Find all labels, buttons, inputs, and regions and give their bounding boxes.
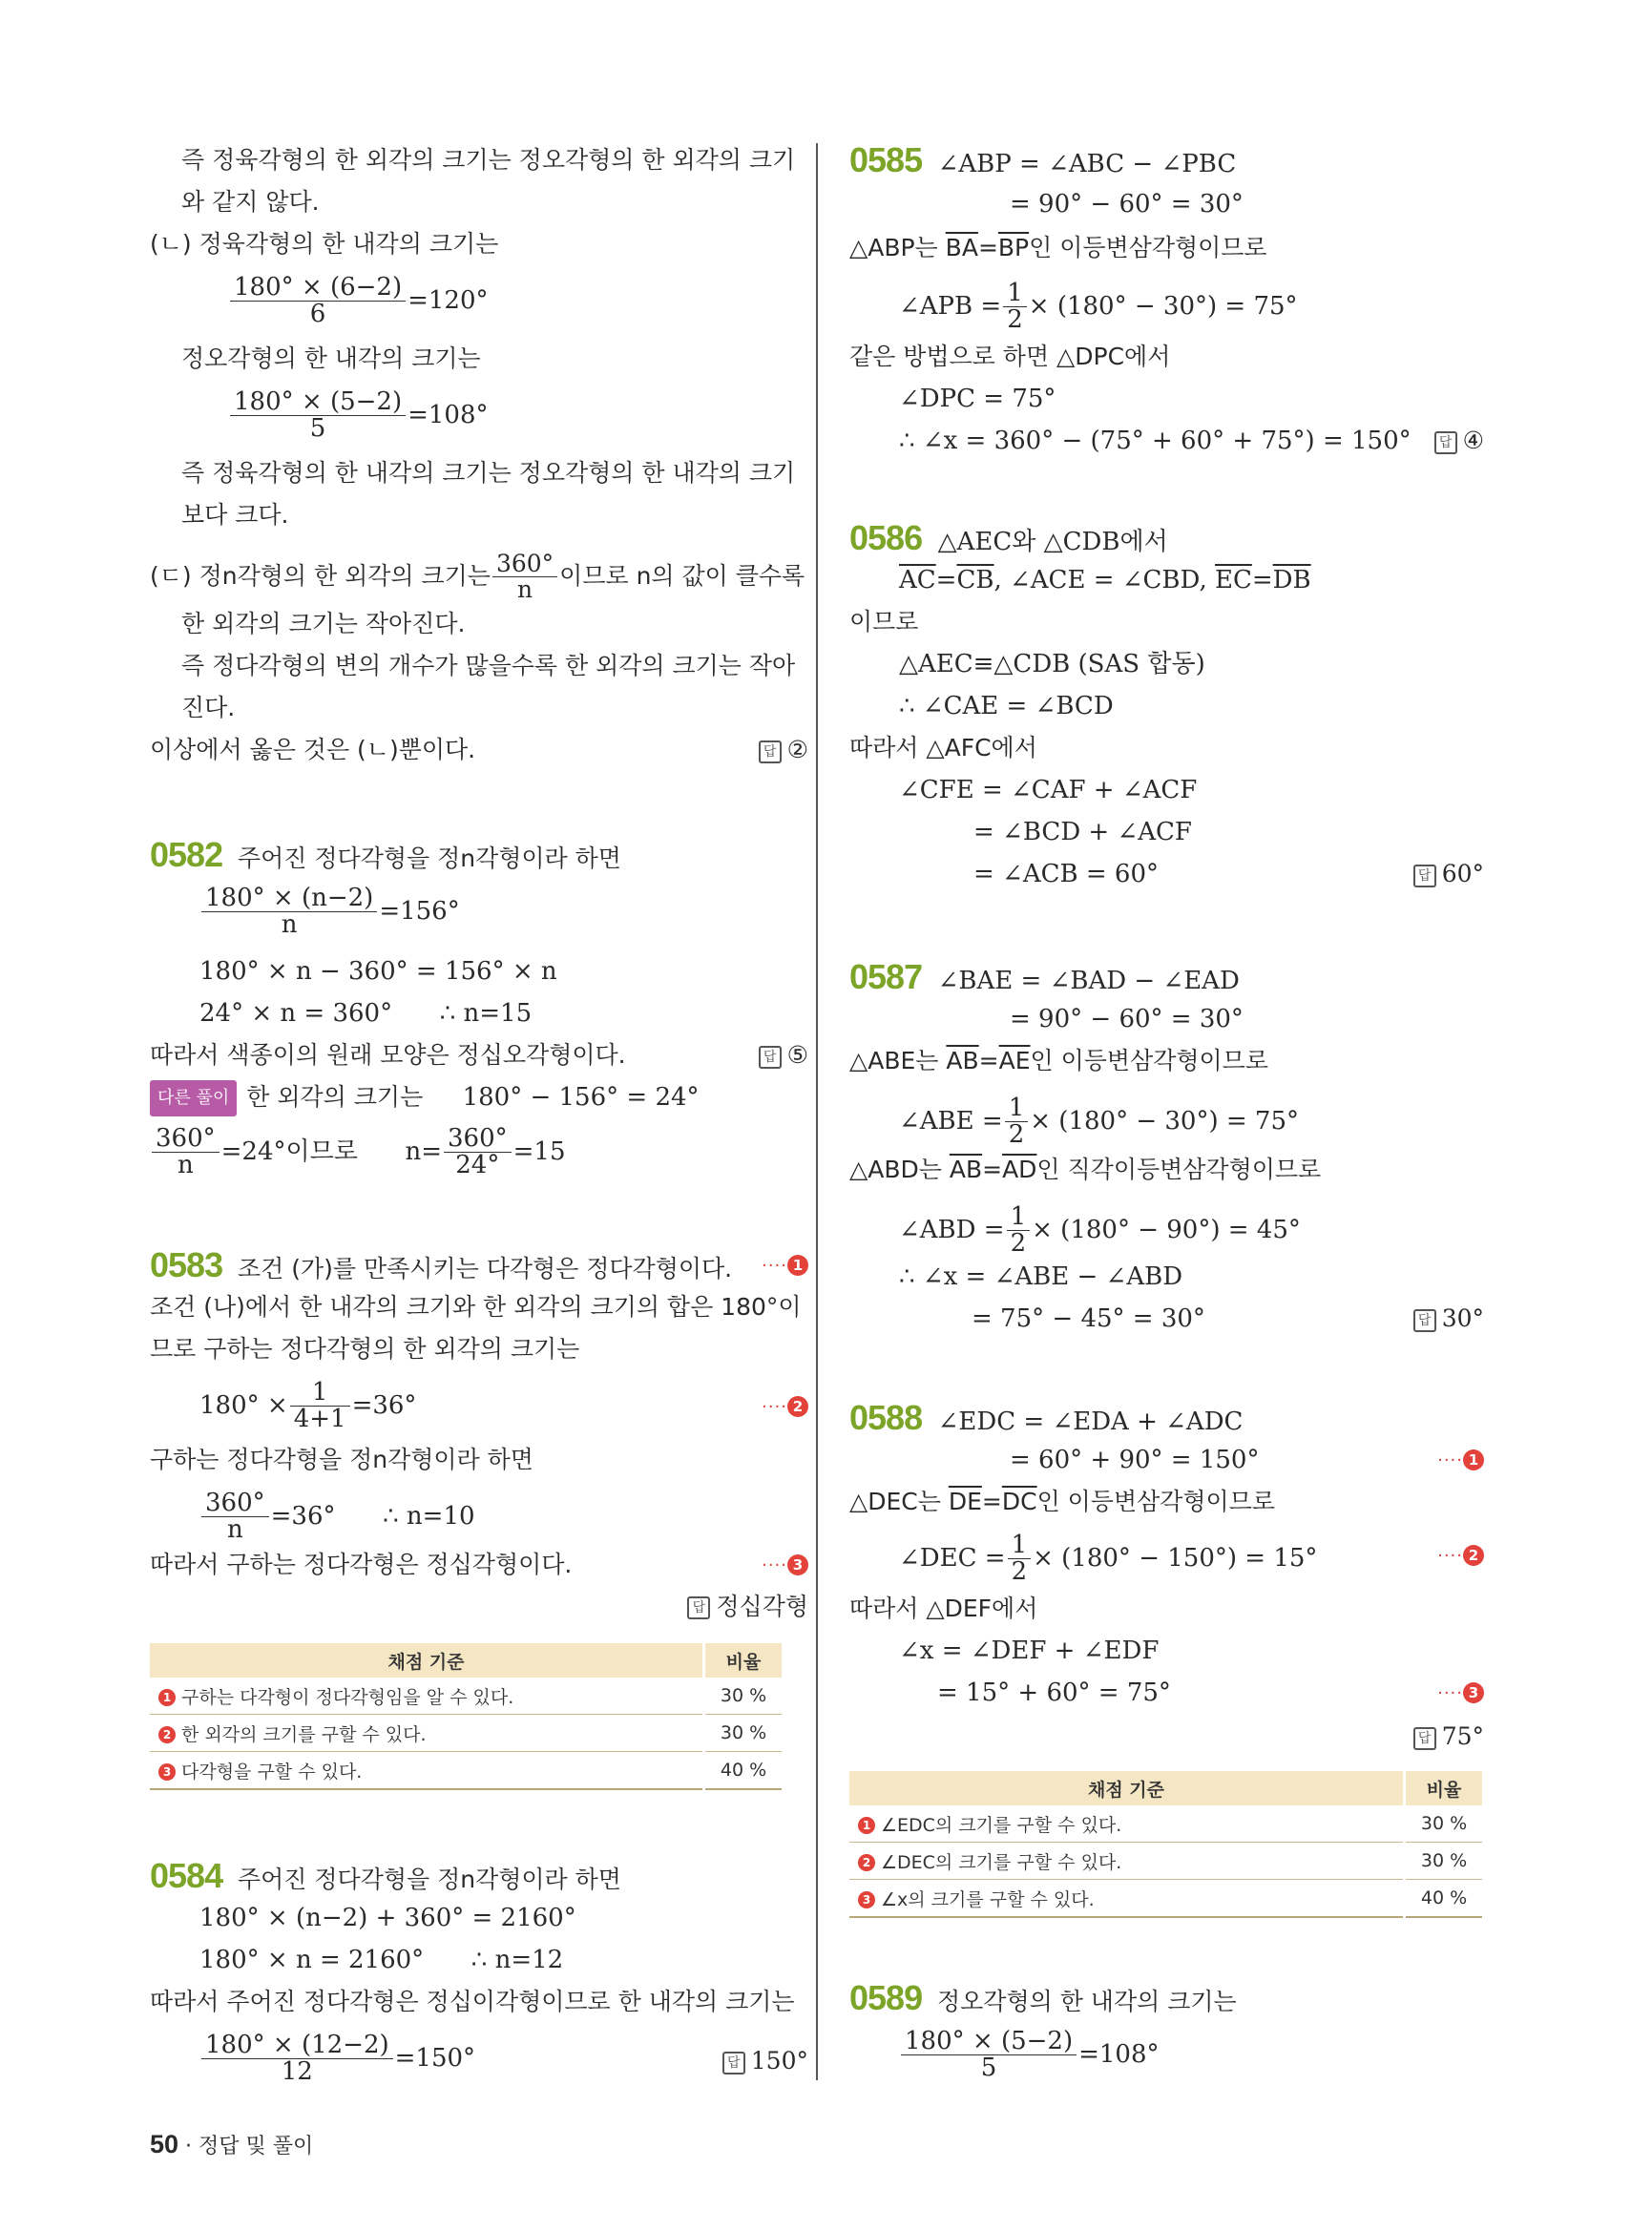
text-line: △ABD는 $\overline{AB}=\overline{AD}$인 직각이등변삼각형이므로: [849, 1156, 1322, 1183]
text-line: (ㄷ) 정n각형의 한 외각의 크기는 $\frac{360^\circ}{n}$ 이므로 n의 값이 클수록: [150, 550, 805, 604]
text-line: △ABE는 $\overline{AB}=\overline{AE}$인 이등변삼각형이므로: [849, 1047, 1268, 1074]
text-line: 와 같지 않다.: [181, 188, 320, 216]
text-line: △ABP는 $\overline{BA}=\overline{BP}$인 이등변삼각형이므로: [849, 234, 1267, 261]
page-number: 50: [150, 2130, 179, 2158]
equation: = 75° − 45° = 30°: [972, 1304, 1205, 1333]
alt-solution-line: 다른 풀이 한 외각의 크기는 180° − 156° = 24°: [150, 1080, 700, 1116]
fraction-equation: ∠ABD = $\frac{1}{2}$ × (180° − 90°) = 45°: [899, 1202, 1301, 1259]
text-line: 한 외각의 크기는 작아진다.: [181, 610, 466, 637]
problem-0586-heading: 0586 △AEC와 △CDB에서: [849, 518, 1168, 557]
answer-label: 답 ⑤: [759, 1038, 808, 1073]
answer-box-icon: 답: [1434, 431, 1457, 454]
equation: 24° × n = 360° ∴ n=15: [199, 999, 533, 1028]
problem-0588-heading: 0588 ∠EDC = ∠EDA + ∠ADC: [849, 1398, 1244, 1437]
problem-0583-heading: 0583 조건 (가)를 만족시키는 다각형은 정다각형이다.: [150, 1245, 733, 1284]
text-line: 므로 구하는 정다각형의 한 외각의 크기는: [150, 1335, 580, 1363]
column-divider: [816, 143, 818, 2080]
answer-box-icon: 답: [687, 1596, 710, 1619]
problem-0587-heading: 0587 ∠BAE = ∠BAD − ∠EAD: [849, 957, 1240, 996]
equation: $\overline{AC}=\overline{CB}$, ∠ACE = ∠CBD, $\overline{EC}=\overline{DB}$: [899, 566, 1311, 594]
fraction-equation: ∠APB = $\frac{1}{2}$ × (180° − 30°) = 75°: [899, 279, 1298, 335]
fraction-equation: $\frac{360^\circ}{n}$ =36° ∴ n=10: [199, 1491, 475, 1544]
equation: = 90° − 60° = 30°: [1010, 1005, 1244, 1033]
equation: 180° × (n−2) + 360° = 2160°: [199, 1904, 576, 1932]
equation: ∴ ∠x = ∠ABE − ∠ABD: [899, 1262, 1183, 1291]
answer-label: 답 30°: [1413, 1302, 1484, 1336]
text-line: 따라서 구하는 정다각형은 정십각형이다.: [150, 1551, 573, 1578]
fraction-equation: $\frac{180^\circ \times (5-2)}{5}$ =108°: [899, 2029, 1160, 2082]
text-line: (ㄴ) 정육각형의 한 내각의 크기는: [150, 230, 499, 258]
answer-label: 답 정십각형: [687, 1590, 808, 1624]
scoring-table: 채점 기준 비율 1 구하는 다각형이 정다각형임을 알 수 있다. 30 % 2 한 외각의 크기를 구할 수 있다. 30 % 3 다각형을 구할 수 있다. 40 %: [150, 1643, 782, 1790]
fraction-equation: $\frac{180^\circ \times (6-2)}{6}$ =120°: [228, 275, 489, 328]
text-line: 조건 (나)에서 한 내각의 크기와 한 외각의 크기의 합은 180°이: [150, 1293, 802, 1321]
fraction-equation: $\frac{180^\circ \times (12-2)}{12}$ =150°: [199, 2033, 475, 2086]
text-line: 정오각형의 한 내각의 크기는: [181, 344, 481, 372]
text-line: 즉 정육각형의 한 내각의 크기는 정오각형의 한 내각의 크기: [181, 459, 796, 487]
text-line: 같은 방법으로 하면 △DPC에서: [849, 343, 1171, 370]
equation: ∴ ∠x = 360° − (75° + 60° + 75°) = 150°: [899, 427, 1412, 455]
answer-box-icon: 답: [759, 1046, 782, 1069]
problem-0589-heading: 0589 정오각형의 한 내각의 크기는: [849, 1978, 1237, 2017]
text-line: 즉 정육각형의 한 외각의 크기는 정오각형의 한 외각의 크기: [181, 146, 796, 174]
step-marker-3: ···· 3: [762, 1548, 808, 1583]
answer-box-icon: 답: [759, 740, 782, 763]
step-marker-3: ···· 3: [1437, 1676, 1484, 1711]
text-line: 구하는 정다각형을 정n각형이라 하면: [150, 1446, 533, 1473]
text-line: 따라서 △DEF에서: [849, 1595, 1038, 1622]
step-marker-1: ···· 1: [762, 1248, 808, 1283]
fraction-equation: ∠ABE = $\frac{1}{2}$ × (180° − 30°) = 75°: [899, 1094, 1300, 1150]
equation: △AEC≡△CDB (SAS 합동): [899, 650, 1205, 678]
step-marker-2: ···· 2: [762, 1389, 808, 1425]
equation: 180° × n − 360° = 156° × n: [199, 957, 557, 986]
fraction-equation: $\frac{180^\circ \times (5-2)}{5}$ =108°: [228, 389, 489, 443]
fraction-equation: $\frac{180^\circ \times (n-2)}{n}$ =156°: [199, 886, 460, 939]
equation: ∠CFE = ∠CAF + ∠ACF: [899, 776, 1198, 804]
equation: = ∠BCD + ∠ACF: [973, 818, 1192, 846]
answer-box-icon: 답: [1413, 865, 1436, 887]
equation: = 15° + 60° = 75°: [937, 1678, 1171, 1707]
answer-label: 답 150°: [722, 2044, 808, 2078]
fraction-equation: ∠DEC = $\frac{1}{2}$ × (180° − 150°) = 15°: [899, 1531, 1318, 1587]
text-line: 즉 정다각형의 변의 개수가 많을수록 한 외각의 크기는 작아: [181, 652, 796, 679]
equation: = 90° − 60° = 30°: [1010, 190, 1244, 219]
answer-box-icon: 답: [1413, 1727, 1436, 1750]
text-line: 따라서 △AFC에서: [849, 734, 1037, 761]
problem-0584-heading: 0584 주어진 정다각형을 정n각형이라 하면: [150, 1856, 621, 1895]
equation: ∴ ∠CAE = ∠BCD: [899, 692, 1114, 720]
answer-box-icon: 답: [722, 2052, 745, 2075]
fraction-equation: 180° × $\frac{1}{4+1}$ =36°: [199, 1378, 417, 1434]
text-line: △DEC는 $\overline{DE}=\overline{DC}$인 이등변삼각형이므로: [849, 1488, 1276, 1515]
answer-box-icon: 답: [1413, 1309, 1436, 1332]
footer-title: 정답 및 풀이: [199, 2135, 314, 2158]
text-line: 보다 크다.: [181, 501, 289, 529]
step-marker-1: ···· 1: [1437, 1443, 1484, 1478]
equation: = ∠ACB = 60°: [973, 860, 1160, 888]
text-line: 진다.: [181, 694, 236, 721]
answer-label: 답 75°: [1413, 1720, 1484, 1754]
page-footer: 50 · 정답 및 풀이: [150, 2130, 314, 2158]
equation: 180° × n = 2160° ∴ n=12: [199, 1946, 564, 1974]
answer-label: 답 ④: [1434, 424, 1484, 458]
alt-solution-badge: 다른 풀이: [150, 1080, 237, 1116]
answer-label: 답 60°: [1413, 857, 1484, 891]
text-line: 이상에서 옳은 것은 (ㄴ)뿐이다.: [150, 736, 476, 763]
fraction-equation: $\frac{360^\circ}{n}$ =24°이므로 n= $\frac{360^\circ}{24^\circ}$ =15: [150, 1126, 566, 1179]
text-line: 따라서 주어진 정다각형은 정십이각형이므로 한 내각의 크기는: [150, 1988, 795, 2015]
answer-label: 답 ②: [759, 733, 808, 767]
text-line: 이므로: [849, 608, 919, 636]
equation: ∠DPC = 75°: [899, 385, 1056, 413]
equation: = 60° + 90° = 150°: [1010, 1446, 1260, 1474]
equation: ∠x = ∠DEF + ∠EDF: [899, 1637, 1160, 1665]
text-line: 따라서 색종이의 원래 모양은 정십오각형이다.: [150, 1041, 626, 1069]
problem-0582-heading: 0582 주어진 정다각형을 정n각형이라 하면: [150, 835, 621, 874]
step-marker-2: ···· 2: [1437, 1538, 1484, 1574]
scoring-table: 채점 기준 비율 1 ∠EDC의 크기를 구할 수 있다. 30 % 2 ∠DEC의 크기를 구할 수 있다. 30 % 3 ∠x의 크기를 구할 수 있다. 40 %: [849, 1771, 1482, 1918]
problem-0585-heading: 0585 ∠ABP = ∠ABC − ∠PBC: [849, 140, 1237, 179]
